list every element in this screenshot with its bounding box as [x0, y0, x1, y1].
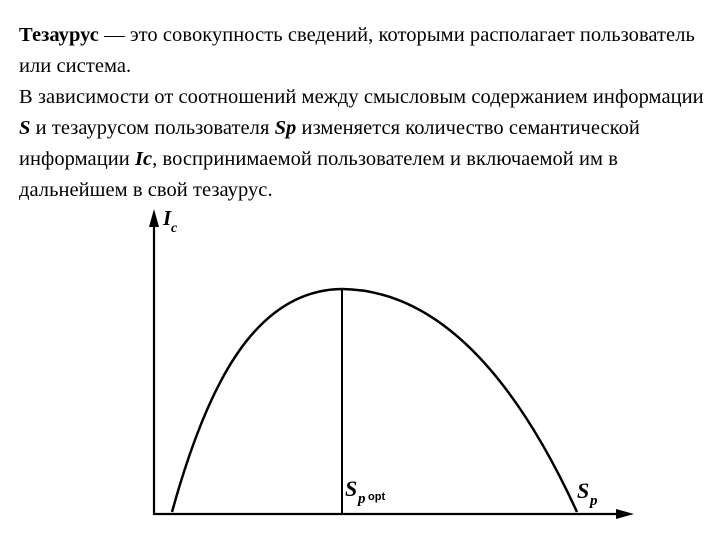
definition-text: — это совокупность сведений, которыми располагает пользователь или система. — [19, 24, 695, 77]
x-axis-arrow — [616, 509, 634, 519]
symbol-s: S — [19, 117, 31, 139]
symbol-ic: Ic — [134, 148, 153, 170]
x-axis-label-sub: p — [590, 493, 598, 509]
description-part-1: В зависимости от соотношений между смысловым содержанием информации — [19, 86, 704, 108]
y-axis-label: I — [163, 206, 172, 230]
description-part-4: , воспринимаемой пользователем и включаемой им в дальнейшем в свой тезаурус. — [19, 148, 618, 201]
information-curve — [172, 289, 577, 512]
optimum-label-sub-p: p — [358, 491, 366, 507]
y-axis-label-sub: c — [171, 221, 178, 236]
term-thesaurus: Тезаурус — [19, 24, 99, 46]
y-axis-arrow — [149, 209, 159, 227]
x-axis-label: S — [577, 478, 590, 503]
description-part-3: изменяется количество семантической информации — [19, 117, 640, 170]
optimum-label-sub-opt: opt — [368, 491, 386, 503]
optimum-label: S — [345, 476, 358, 501]
symbol-sp: Sp — [274, 117, 297, 139]
description-part-2: и тезаурусом пользователя — [30, 117, 275, 139]
